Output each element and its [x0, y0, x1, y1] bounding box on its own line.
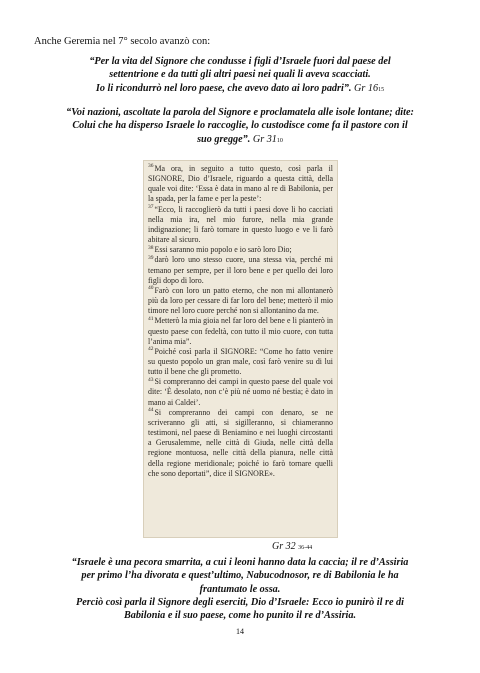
quote-line-text: Io li ricondurrò nel loro paese, che avevo dato ai loro padri”.: [95, 82, 352, 94]
excerpt-reference: [272, 541, 312, 552]
verse-text: darò loro uno stesso cuore, una stessa via, perché mi temano per sempre, per il loro bene e per quello dei loro figli dopo di loro.: [148, 255, 333, 285]
verse-text: Poiché così parla il SIGNORE: “Come ho fatto venire su questo popolo un gran male, così farò venire su di lui tutto il bene che gli prometto.: [148, 346, 333, 377]
quote-line: Perciò così parla il Signore degli eserciti, Dio d’Israele: Ecco io punirò il re di: [76, 596, 404, 608]
quote-line: Colui che ha disperso Israele lo raccoglie, lo custodisce come fa il pastore con il: [72, 120, 408, 132]
quote-line: frantumato le ossa.: [199, 583, 281, 595]
verse: [148, 164, 333, 205]
verse-number: 39: [148, 254, 154, 261]
quote-israel-lost-sheep: [40, 556, 440, 622]
reference: [253, 134, 283, 145]
verse: [148, 408, 333, 479]
verse-number: 41: [148, 315, 154, 322]
verse: [148, 377, 333, 407]
verse-text: Farò con loro un patto eterno, che non mi allontanerò più da loro per cessare di far loro del bene; metterò il mio timore nel loro cuore perché non si allontanino da me.: [148, 285, 333, 316]
reference-verse: 36-44: [298, 545, 313, 551]
verse: [148, 286, 333, 316]
reference: [354, 83, 384, 94]
quote-line: “Per la vita del Signore che condusse i figli d’Israele fuori dal paese del: [89, 56, 391, 67]
verse-number: 42: [148, 346, 154, 353]
verse-text: “Ecco, li raccoglierò da tutti i paesi dove li ho cacciati nella mia ira, nel mio furore, nella mia grande indignazione; li farò tornare in questo luogo e ve li farò abitare al sicuro.: [148, 204, 333, 245]
reference-book: Gr 16: [354, 82, 379, 94]
verse: [148, 347, 333, 377]
verse-number: 37: [148, 204, 154, 210]
quote-line: “Israele è una pecora smarrita, a cui i leoni hanno data la caccia; il re d’Assiria: [71, 557, 409, 568]
verse-text: Essi saranno mio popolo e io sarò loro Dio;: [154, 245, 292, 255]
verse: [148, 245, 333, 255]
verse-number: 40: [148, 285, 154, 292]
verse-text: Si compreranno dei campi in questo paese del quale voi dite: ‘È desolato, non c’è più né uomo né bestia; è dato in mano ai Caldei’.: [148, 377, 333, 407]
verse: [148, 255, 333, 285]
quote-line: settentrione e da tutti gli altri paesi nei quali li aveva scacciati.: [109, 69, 371, 81]
quote-jeremiah-31: [40, 106, 440, 148]
quote-jeremiah-16: [40, 55, 440, 97]
scanned-bible-excerpt: [143, 160, 338, 538]
reference-book: Gr 32: [272, 541, 296, 552]
quote-line: [40, 82, 440, 97]
verse: [148, 205, 333, 246]
verse-number: 36: [148, 163, 154, 170]
verse-text: Metterò la mia gioia nel far loro del bene e li pianterò in questo paese con fedeltà, con tutto il mio cuore, con tutta l’anima mia”.: [148, 316, 333, 346]
quote-line: [40, 133, 440, 148]
verse-number: 38: [148, 244, 154, 251]
reference-verse: 10: [276, 137, 283, 144]
quote-line: “Voi nazioni, ascoltate la parola del Signore e proclamatela alle isole lontane; dite:: [66, 107, 414, 118]
quote-line: Babilonia e il suo paese, come ho punito il re d’Assiria.: [123, 610, 357, 622]
verse-text: Ma ora, in seguito a tutto questo, così parla il SIGNORE, Dio d’Israele, riguardo a questa città, della quale voi dite: ‘Essa è data in mano al re di Babilonia, per la spada, per la fame e per la peste’:: [148, 164, 333, 204]
verse-text: Si compreranno dei campi con denaro, se ne scriveranno gli atti, si sigilleranno, si chiameranno testimoni, nel paese di Beniamino e nei luoghi circostanti a Gerusalemme, nelle città di Giuda, nelle città della regione montuosa, nelle città della pianura, nelle città della regione meridionale; poiché io farò tornare quelli che sono deportati”, dice il SIGNORE».: [148, 407, 333, 478]
quote-line-text: suo gregge”.: [197, 133, 251, 145]
reference-verse: 15: [378, 86, 385, 93]
quote-line: per primo l’ha divorata e quest’ultimo, Nabucodnosor, re di Babilonia le ha: [81, 570, 399, 582]
verse: [148, 316, 333, 346]
verse-number: 44: [148, 407, 154, 414]
reference-book: Gr 31: [252, 133, 277, 145]
intro-text: Anche Geremia nel 7° secolo avanzò con:: [34, 36, 211, 47]
page-number: 14: [236, 627, 244, 636]
verse-number: 43: [148, 376, 154, 383]
